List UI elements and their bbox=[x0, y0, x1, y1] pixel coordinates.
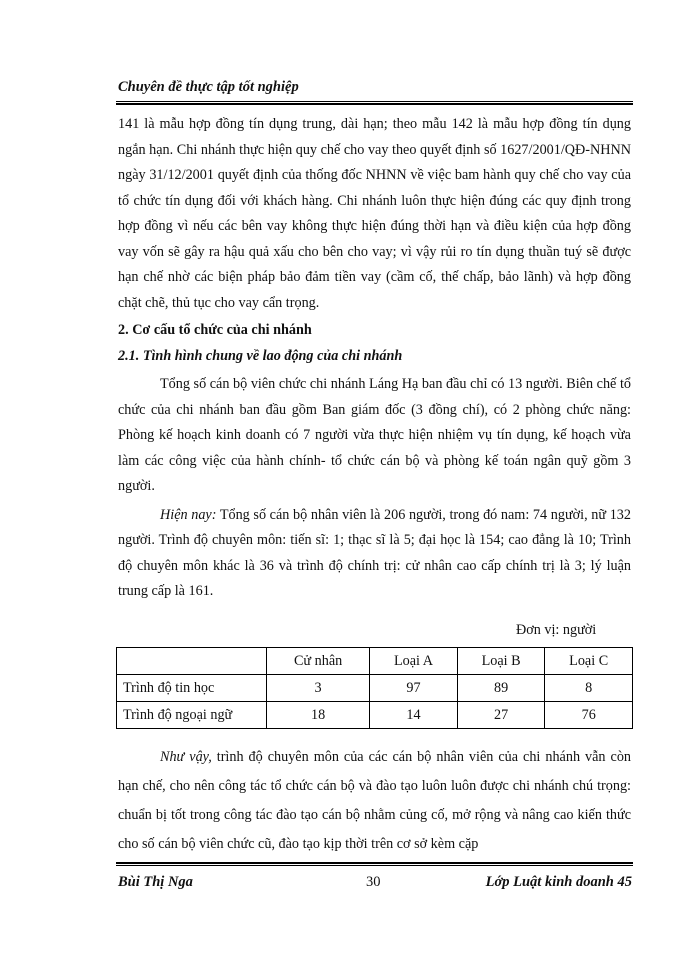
table-cell: 3 bbox=[267, 675, 370, 702]
table-header-row bbox=[117, 648, 633, 675]
table-row bbox=[117, 675, 633, 702]
subsection-heading: 2.1. Tình hình chung về lao động của chi nhánh bbox=[118, 348, 403, 364]
table-row bbox=[117, 702, 633, 729]
footer-class-name: Lớp Luật kinh doanh 45 bbox=[485, 874, 632, 890]
table-cell: Trình độ ngoại ngữ bbox=[117, 702, 267, 729]
table-header-cell bbox=[117, 648, 267, 675]
unit-label: Đơn vị: người bbox=[516, 622, 597, 638]
footer-author: Bùi Thị Nga bbox=[118, 874, 193, 890]
paragraph-staff: Tổng số cán bộ viên chức chi nhánh Láng Hạ ban đầu chỉ có 13 người. Biên chế tổ chức của chi nhánh ban đầu gồm Ban giám đốc (3 đồng chí), có 2 phòng chức năng: Phòng kế hoạch kinh doanh có 7 người vừa thực hiện nhiệm vụ tín dụng, kế hoạch vừa làm các công việc của hành chính- tổ chức cán bộ và phòng kế toán ngân quỹ gồm 3 người. bbox=[118, 376, 631, 494]
table-cell: 97 bbox=[370, 675, 458, 702]
table-cell: 89 bbox=[457, 675, 545, 702]
table-header-cell: Loại B bbox=[457, 648, 545, 675]
footer-rule bbox=[116, 862, 633, 866]
table-cell: 14 bbox=[370, 702, 458, 729]
footer-page-number: 30 bbox=[366, 874, 381, 890]
conclusion-label: Như vậy, bbox=[160, 749, 212, 765]
conclusion-text bbox=[118, 743, 631, 859]
table-cell: Trình độ tin học bbox=[117, 675, 267, 702]
table-header-cell: Cử nhân bbox=[267, 648, 370, 675]
table-cell: 8 bbox=[545, 675, 633, 702]
section-heading: 2. Cơ cấu tổ chức của chi nhánh bbox=[118, 322, 312, 338]
table-cell: 27 bbox=[457, 702, 545, 729]
main-text bbox=[118, 112, 631, 605]
paragraph-current bbox=[118, 503, 631, 605]
conclusion-body: trình độ chuyên môn của các cán bộ nhân viên của chi nhánh vẫn còn hạn chế, cho nên công tác tổ chức cán bộ và đào tạo luôn luôn được chi nhánh chú trọng: chuẩn bị tốt trong công tác đào tạo cán bộ nhằm củng cố, mở rộng và nâng cao kiến thức cho số cán bộ viên chức cũ, đào tạo kịp thời trên cơ sở kèm cặp bbox=[118, 749, 632, 852]
table-cell: 18 bbox=[267, 702, 370, 729]
current-text: Tổng số cán bộ nhân viên là 206 người, trong đó nam: 74 người, nữ 132 người. Trình độ chuyên môn: tiến sĩ: 1; thạc sĩ là 5; đại học là 154; cao đẳng là 10; Trình độ chuyên môn khác là 36 và trình độ chính trị: cử nhân cao cấp chính trị là 3; lý luận trung cấp là 161. bbox=[118, 506, 631, 599]
header-title: Chuyên đề thực tập tốt nghiệp bbox=[118, 79, 299, 95]
paragraph-conclusion bbox=[118, 743, 631, 859]
intro-paragraph: 141 là mẫu hợp đồng tín dụng trung, dài hạn; theo mẫu 142 là mẫu hợp đồng tín dụng ngắn hạn. Chi nhánh thực hiện quy chế cho vay theo quyết định số 1627/2001/QĐ-NHNN ngày 31/12/2001 quyết định của thống đốc NHNN về việc bam hành quy chế cho vay của tổ chức tín dụng đối với khách hàng. Chi nhánh luôn thực hiện đúng các quy định trong hợp đồng vì nếu các bên vay không thực hiện đúng thời hạn và điều kiện của hợp đồng vay vốn sẽ gây ra hậu quả xấu cho bên cho vay; vì vậy rủi ro tín dụng thuần tuý sẽ được hạn chế nhờ các biện pháp bảo đảm tiền vay (cầm cố, thế chấp, bảo lãnh) và hợp đồng chặt chẽ, thủ tục cho vay cẩn trọng. bbox=[118, 116, 631, 311]
header-rule bbox=[116, 101, 633, 105]
table-header-cell: Loại A bbox=[370, 648, 458, 675]
qualification-table bbox=[116, 647, 633, 729]
current-label: Hiện nay: bbox=[160, 506, 217, 523]
table-header-cell: Loại C bbox=[545, 648, 633, 675]
table-cell: 76 bbox=[545, 702, 633, 729]
